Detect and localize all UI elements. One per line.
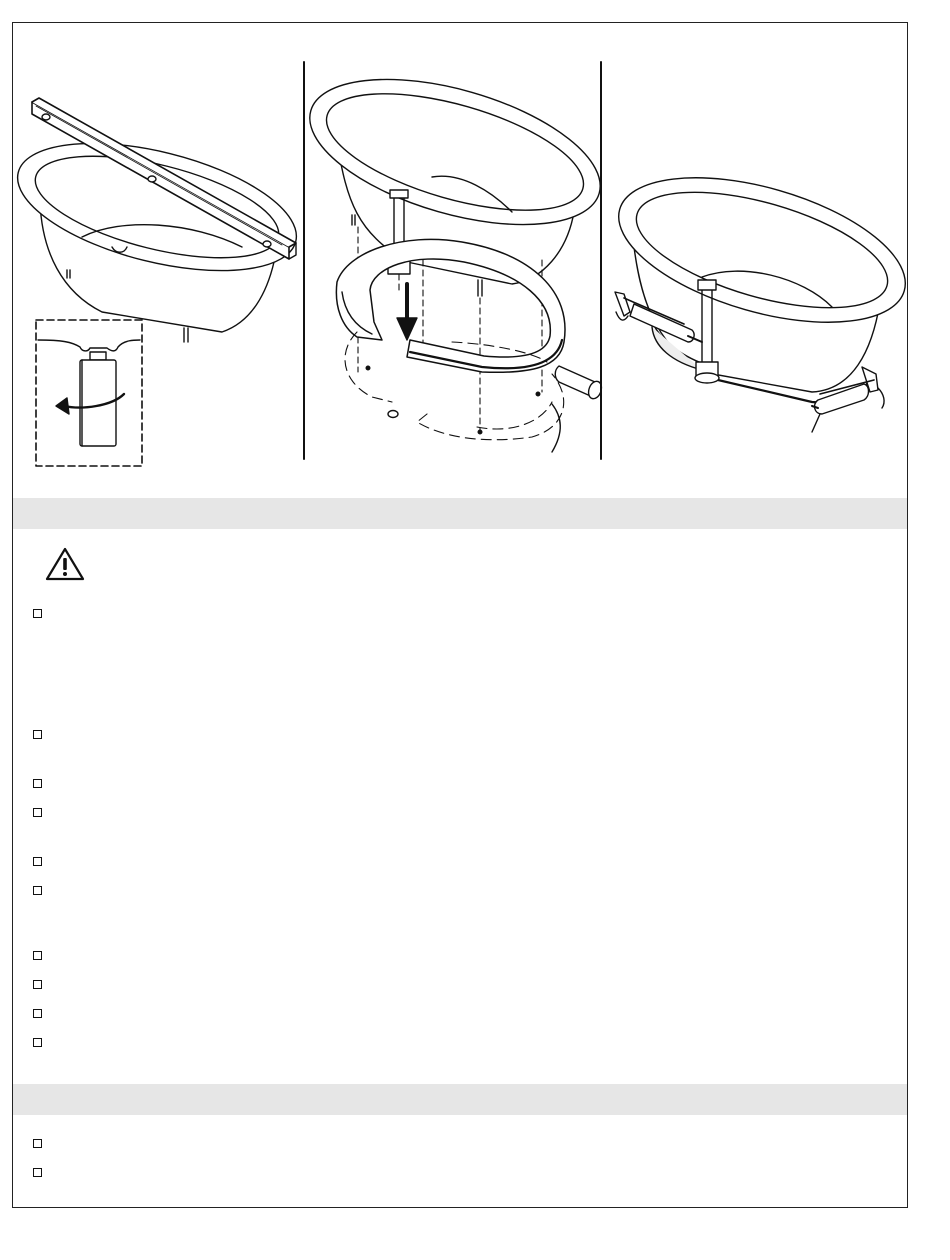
checklist-checkbox[interactable] bbox=[33, 730, 42, 739]
checklist-checkbox[interactable] bbox=[33, 1139, 42, 1148]
checklist-checkbox[interactable] bbox=[33, 951, 42, 960]
checklist-checkbox[interactable] bbox=[33, 980, 42, 989]
checklist-checkbox[interactable] bbox=[33, 609, 42, 618]
checklist-checkbox[interactable] bbox=[33, 808, 42, 817]
checklist-checkbox[interactable] bbox=[33, 1038, 42, 1047]
section-header-2 bbox=[13, 1084, 907, 1115]
illustration-svg bbox=[12, 22, 908, 492]
panel-sealant-apply bbox=[603, 150, 908, 432]
checklist-checkbox[interactable] bbox=[33, 886, 42, 895]
checklist-checkbox[interactable] bbox=[33, 779, 42, 788]
illustration-strip bbox=[12, 22, 908, 492]
panel-base-install bbox=[294, 51, 617, 452]
panel-level-check bbox=[12, 98, 309, 466]
checklist-checkbox[interactable] bbox=[33, 1009, 42, 1018]
section-header-1 bbox=[13, 498, 907, 529]
warning-triangle-icon bbox=[44, 546, 86, 582]
checklist-checkbox[interactable] bbox=[33, 1168, 42, 1177]
checklist-checkbox[interactable] bbox=[33, 857, 42, 866]
